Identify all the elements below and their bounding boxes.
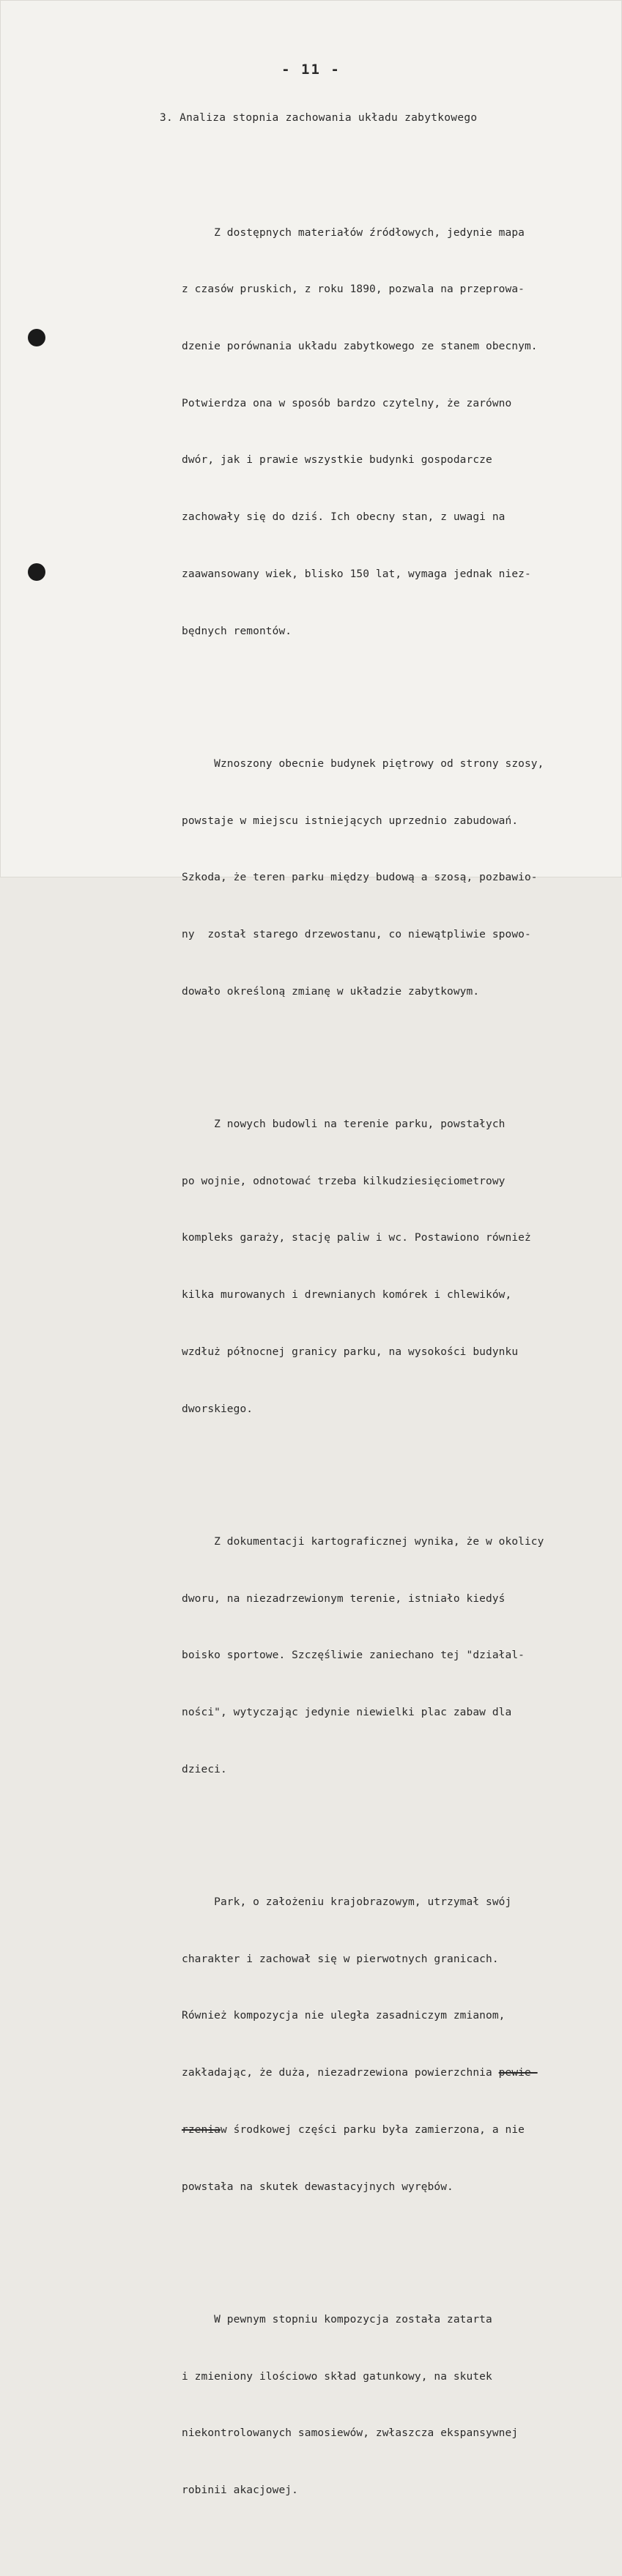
text-line: zachowały się do dziś. Ich obecny stan, z uwagi na <box>182 511 506 524</box>
paragraph <box>182 717 607 1039</box>
text-line: ny został starego drzewostanu, co niewątpliwie spowo- <box>182 928 531 940</box>
text-line: i zmieniony ilościowo skład gatunkowy, na skutek <box>182 2370 492 2383</box>
section-title: Analiza stopnia zachowania układu zabytkowego <box>179 112 478 124</box>
paragraph <box>182 1855 607 2235</box>
text-line: powstała na skutek dewastacyjnych wyrębów. <box>182 2180 453 2193</box>
text-line: Szkoda, że teren parku między budową a szosą, pozbawio- <box>182 872 538 884</box>
text-line: kompleks garaży, stację paliw i wc. Postawiono również <box>182 1232 531 1244</box>
text-line: boisko sportowe. Szczęśliwie zaniechano tej "działal- <box>182 1649 525 1662</box>
text-line: powstaje w miejscu istniejących uprzednio zabudowań. <box>182 814 519 827</box>
text-line: dowało określoną zmianę w układzie zabytkowym. <box>182 985 480 998</box>
text-line: Z nowych budowli na terenie parku, powstałych <box>182 1118 506 1131</box>
text-line: robinii akacjowej. <box>182 2484 298 2496</box>
text-line: Park, o założeniu krajobrazowym, utrzymał swój <box>182 1896 512 1908</box>
text-line: dworskiego. <box>182 1403 253 1415</box>
text-line: charakter i zachował się w pierwotnych granicach. <box>182 1953 499 1965</box>
text-line: Również kompozycja nie uległa zasadniczym zmianom, <box>182 2010 506 2022</box>
text-line: ności", wytyczając jedynie niewielki plac zabaw dla <box>182 1706 512 1718</box>
text-line-content: w środkowej części parku była zamierzona, a nie <box>220 2123 525 2136</box>
text-line: kilka murowanych i drewnianych komórek i chlewików, <box>182 1289 512 1302</box>
text-line: z czasów pruskich, z roku 1890, pozwala na przeprowa- <box>182 283 525 296</box>
text-line: niekontrolowanych samosiewów, zwłaszcza ekspansywnej <box>182 2427 519 2440</box>
text-line: zaawansowany wiek, blisko 150 lat, wymaga jednak niez- <box>182 568 531 580</box>
paragraph <box>182 2273 607 2539</box>
text-line: wzdłuż północnej granicy parku, na wysokości budynku <box>182 1345 519 1358</box>
text-line: dzenie porównania układu zabytkowego ze stanem obecnym. <box>182 341 538 353</box>
struck-text: pewie- <box>498 2067 538 2079</box>
text-line: W pewnym stopniu kompozycja została zatarta <box>182 2313 492 2326</box>
text-line <box>182 2121 607 2140</box>
text-line-content: zakładając, że duża, niezadrzewiona powierzchnia <box>182 2067 499 2079</box>
punch-hole <box>28 563 45 581</box>
text-line: dworu, na niezadrzewionym terenie, istniało kiedyś <box>182 1592 506 1605</box>
text-line: po wojnie, odnotować trzeba kilkudziesięciometrowy <box>182 1175 506 1187</box>
paragraph <box>182 1495 607 1817</box>
paragraph <box>182 186 607 679</box>
section-heading <box>160 112 477 124</box>
text-line: dzieci. <box>182 1763 227 1775</box>
text-line: Z dokumentacji kartograficznej wynika, że w okolicy <box>182 1535 544 1548</box>
paragraph <box>182 1077 607 1457</box>
text-line: będnych remontów. <box>182 625 292 637</box>
text-line: Z dostępnych materiałów źródłowych, jedynie mapa <box>182 226 525 239</box>
text-line: Wznoszony obecnie budynek piętrowy od strony szosy, <box>182 757 544 770</box>
section-number: 3. <box>160 112 174 124</box>
page-number: - 11 - <box>281 62 341 78</box>
text-line: dwór, jak i prawie wszystkie budynki gospodarcze <box>182 454 492 467</box>
text-line: Potwierdza ona w sposób bardzo czytelny, że zarówno <box>182 397 512 409</box>
text-line <box>182 2064 607 2083</box>
body-text <box>182 148 607 2576</box>
punch-hole <box>28 329 45 346</box>
struck-text: rzenia <box>182 2123 221 2136</box>
